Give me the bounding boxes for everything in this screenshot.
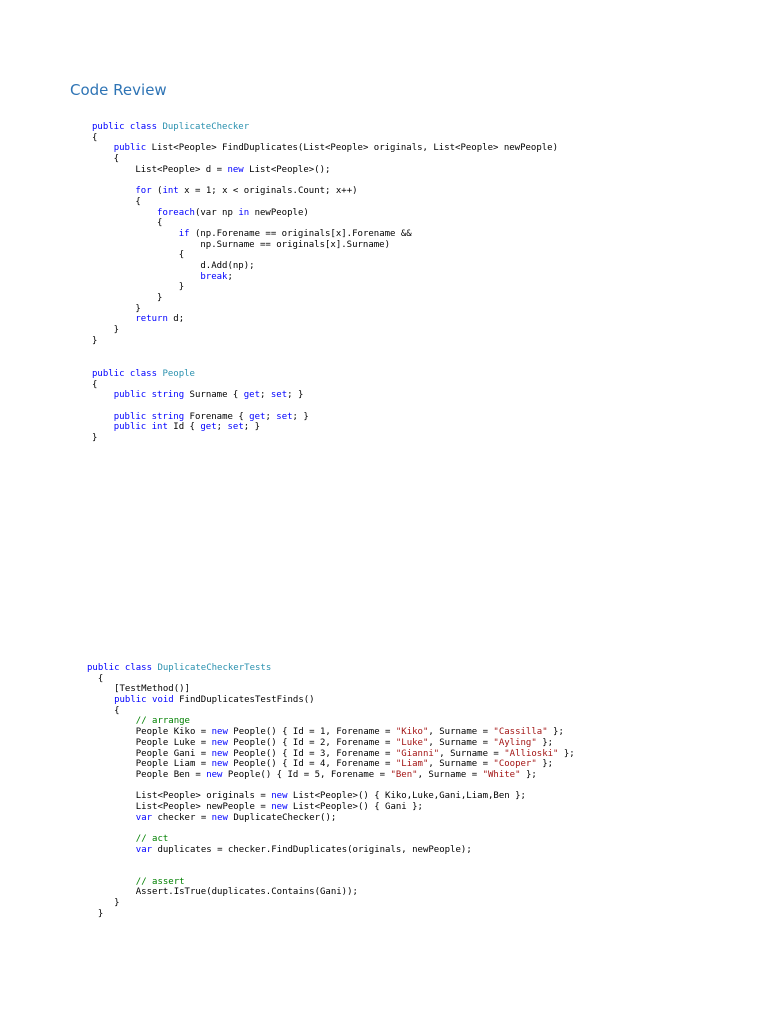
code-token: public xyxy=(113,143,147,154)
code-token: foreach xyxy=(157,207,195,218)
code-token: List<People> d = xyxy=(92,164,228,175)
code-token: People Liam = xyxy=(87,759,212,770)
code-token: }; xyxy=(547,727,564,738)
code-token: } xyxy=(92,335,98,346)
code-line xyxy=(92,229,558,240)
code-token: public string xyxy=(113,390,185,401)
code-line xyxy=(92,272,558,283)
code-line xyxy=(87,877,575,888)
code-token: , Surname = xyxy=(417,769,483,780)
code-token: np.Surname == originals[x].Surname) xyxy=(92,239,391,250)
code-line xyxy=(92,304,558,315)
code-token: Surname { xyxy=(184,390,244,401)
code-line xyxy=(92,154,558,165)
code-line xyxy=(92,293,558,304)
code-token: { xyxy=(87,673,104,684)
code-block-duplicate-checker xyxy=(92,122,558,346)
code-token: List<People> originals = xyxy=(87,791,272,802)
code-line xyxy=(92,122,558,133)
code-token xyxy=(87,834,136,844)
code-token: Forename { xyxy=(184,411,250,422)
code-line xyxy=(92,412,309,423)
code-token: "Cooper" xyxy=(493,759,537,770)
code-token: }; xyxy=(558,748,575,759)
code-token: new xyxy=(211,748,228,759)
code-token: , Surname = xyxy=(428,759,494,770)
code-line xyxy=(87,855,575,866)
code-token: x = 1; x < originals.Count; x++) xyxy=(178,186,358,197)
code-token: People() { Id = 4, Forename = xyxy=(227,759,396,770)
code-line xyxy=(87,770,575,781)
code-token: // act xyxy=(135,834,169,844)
code-token: public class xyxy=(87,663,158,673)
code-token: newPeople) xyxy=(249,207,309,218)
code-token: new xyxy=(227,164,244,175)
code-token xyxy=(87,845,136,855)
code-line xyxy=(87,727,575,738)
code-line xyxy=(87,759,575,770)
code-line xyxy=(92,336,558,347)
code-token: "Allioski" xyxy=(504,748,559,759)
code-line xyxy=(87,823,575,834)
code-line xyxy=(92,380,309,391)
code-token: { xyxy=(92,154,120,165)
code-token: var xyxy=(135,812,153,823)
code-token: public class xyxy=(92,369,163,379)
code-line xyxy=(87,781,575,792)
code-token: new xyxy=(211,759,228,770)
code-token: , Surname = xyxy=(439,748,505,759)
code-token: List<People> newPeople = xyxy=(87,801,272,812)
code-token: ; xyxy=(265,411,277,422)
code-line xyxy=(92,282,558,293)
code-token: People() { Id = 3, Forename = xyxy=(227,748,396,759)
code-line xyxy=(92,208,558,219)
code-token: "Ayling" xyxy=(493,737,537,748)
code-token: "Liam" xyxy=(395,759,429,770)
code-line xyxy=(92,165,558,176)
code-token: break xyxy=(200,271,228,282)
code-token: (np.Forename == originals[x].Forename && xyxy=(189,228,412,239)
code-token: new xyxy=(271,791,288,802)
code-token: set xyxy=(227,422,244,433)
code-line xyxy=(87,706,575,717)
code-token: ; } xyxy=(292,411,309,422)
code-line xyxy=(92,218,558,229)
code-token: } xyxy=(92,303,141,314)
code-line xyxy=(87,909,575,920)
code-block-duplicate-checker-tests xyxy=(87,663,575,920)
code-line xyxy=(87,834,575,845)
code-token: get xyxy=(200,422,217,433)
code-token: if xyxy=(178,228,190,239)
code-token xyxy=(87,695,114,705)
code-token: ( xyxy=(151,186,163,197)
code-line xyxy=(87,887,575,898)
code-token xyxy=(92,143,114,153)
code-token: { xyxy=(92,250,185,261)
code-token: { xyxy=(92,132,98,143)
code-token: People() { Id = 5, Forename = xyxy=(222,769,391,780)
code-line xyxy=(92,325,558,336)
code-line xyxy=(92,422,309,433)
code-token: } xyxy=(87,898,120,909)
code-token: ; xyxy=(216,422,228,433)
code-token: People() { Id = 1, Forename = xyxy=(227,727,396,738)
code-token xyxy=(92,412,114,422)
code-line xyxy=(92,240,558,251)
code-line xyxy=(87,663,575,674)
code-line xyxy=(92,186,558,197)
code-token: "Ben" xyxy=(390,769,418,780)
code-line xyxy=(87,674,575,685)
code-token xyxy=(87,877,136,887)
code-line xyxy=(92,314,558,325)
code-token xyxy=(92,208,157,218)
code-token: int xyxy=(162,186,179,197)
code-line xyxy=(87,813,575,824)
code-token: [TestMethod()] xyxy=(87,684,190,695)
code-line xyxy=(92,401,309,412)
code-line xyxy=(92,390,309,401)
code-token: public class xyxy=(92,122,163,132)
code-token: People Ben = xyxy=(87,769,207,780)
code-token: ; xyxy=(227,271,233,282)
code-line xyxy=(92,433,309,444)
code-token: in xyxy=(238,207,250,218)
code-line xyxy=(87,791,575,802)
code-token: Id { xyxy=(167,422,201,433)
code-line xyxy=(87,898,575,909)
code-token xyxy=(92,186,135,196)
code-token xyxy=(92,314,135,324)
code-token: // arrange xyxy=(135,716,190,727)
code-token xyxy=(92,422,114,432)
code-token: } xyxy=(92,282,185,293)
code-line xyxy=(87,802,575,813)
code-token: List<People>() { Kiko,Luke,Gani,Liam,Ben }; xyxy=(287,791,526,802)
code-token xyxy=(92,390,114,400)
code-line xyxy=(92,369,309,380)
code-token: DuplicateChecker xyxy=(162,122,250,132)
code-token: var xyxy=(135,844,153,855)
code-token: People xyxy=(162,369,195,379)
code-token: get xyxy=(249,411,266,422)
code-token: ; } xyxy=(243,422,261,433)
code-token: ; } xyxy=(287,390,304,401)
code-token xyxy=(87,813,136,823)
code-token: DuplicateCheckerTests xyxy=(157,663,272,673)
code-line xyxy=(87,684,575,695)
code-token: "White" xyxy=(482,769,521,780)
code-token: new xyxy=(271,801,288,812)
code-token: for xyxy=(135,186,152,197)
code-token: return xyxy=(135,314,168,325)
code-token: , Surname = xyxy=(428,737,494,748)
code-token: (var np xyxy=(194,207,239,218)
code-token: checker = xyxy=(152,812,212,823)
code-token: { xyxy=(87,705,120,716)
code-token: "Kiko" xyxy=(395,727,429,738)
page-title: Code Review xyxy=(70,81,167,99)
code-token: "Gianni" xyxy=(395,748,440,759)
code-line xyxy=(92,143,558,154)
code-token: Assert.IsTrue(duplicates.Contains(Gani)); xyxy=(87,887,358,898)
code-token: "Luke" xyxy=(395,737,429,748)
code-token: new xyxy=(211,737,228,748)
code-token xyxy=(87,716,136,726)
code-token: People Kiko = xyxy=(87,727,212,738)
code-token: People Luke = xyxy=(87,737,212,748)
code-token: set xyxy=(270,390,288,401)
code-token: FindDuplicatesTestFinds() xyxy=(173,695,315,706)
code-token: public int xyxy=(113,422,168,433)
code-token: } xyxy=(92,293,163,303)
code-token: new xyxy=(206,769,223,780)
code-token: }; xyxy=(536,737,554,748)
code-line xyxy=(87,738,575,749)
code-token: { xyxy=(92,218,163,229)
code-token: d.Add(np); xyxy=(92,260,255,271)
code-token: } xyxy=(92,325,120,336)
code-token: { xyxy=(92,379,98,390)
code-token: People() { Id = 2, Forename = xyxy=(227,737,396,748)
code-token xyxy=(92,272,200,282)
code-line xyxy=(87,845,575,856)
code-token: { xyxy=(92,196,141,207)
code-token: d; xyxy=(167,314,185,325)
code-token: set xyxy=(276,411,293,422)
code-token: "Cassilla" xyxy=(493,727,548,738)
code-token: }; xyxy=(520,769,537,780)
code-line xyxy=(92,250,558,261)
code-token: }; xyxy=(536,759,554,770)
code-line xyxy=(92,197,558,208)
code-token: get xyxy=(243,390,261,401)
code-line xyxy=(92,133,558,144)
code-token: List<People>(); xyxy=(243,164,331,175)
code-token: , Surname = xyxy=(428,727,494,738)
code-token: List<People> FindDuplicates(List<People> originals, List<People> newPeople) xyxy=(146,143,559,154)
code-token: List<People>() { Gani }; xyxy=(287,801,423,812)
code-line xyxy=(87,695,575,706)
code-line xyxy=(92,175,558,186)
code-token: DuplicateChecker(); xyxy=(227,812,337,823)
code-token: public void xyxy=(114,695,174,706)
code-token: } xyxy=(87,908,104,919)
code-line xyxy=(87,749,575,760)
code-line xyxy=(87,716,575,727)
code-token: // assert xyxy=(135,876,185,887)
code-line xyxy=(87,866,575,877)
code-token: ; xyxy=(260,390,271,401)
code-token: public string xyxy=(113,411,185,422)
code-token: new xyxy=(211,812,228,823)
code-block-people xyxy=(92,369,309,444)
code-token xyxy=(92,229,179,239)
code-token: duplicates = checker.FindDuplicates(originals, newPeople); xyxy=(152,844,472,855)
code-token: } xyxy=(92,433,98,444)
code-token: People Gani = xyxy=(87,748,212,759)
code-line xyxy=(92,261,558,272)
code-token: new xyxy=(211,727,228,738)
